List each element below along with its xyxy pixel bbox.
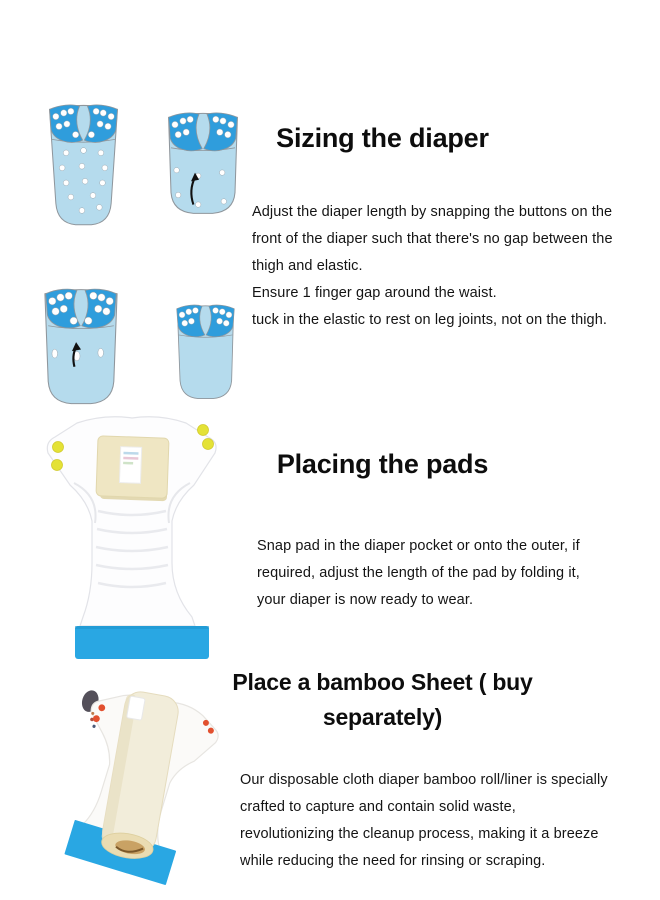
- pads-heading: Placing the pads: [276, 449, 489, 479]
- pads-body-line: your diaper is now ready to wear.: [257, 592, 474, 608]
- bamboo-body-line: revolutionizing the cleanup process, making it a breeze: [240, 826, 599, 842]
- bamboo-sheet-photo: [16, 690, 252, 895]
- sizing-body-line: Adjust the diaper length by snapping the buttons on the: [252, 204, 613, 220]
- sizing-body-line: tuck in the elastic to rest on leg joints, not on the thigh.: [252, 312, 608, 328]
- bamboo-body-line: Our disposable cloth diaper bamboo roll/liner is specially: [240, 772, 608, 788]
- bamboo-heading-line1: Place a bamboo Sheet ( buy: [232, 669, 533, 695]
- roll-label: [127, 696, 146, 720]
- diaper-smallest-illustration: [172, 300, 239, 402]
- diaper-medium-illustration: [40, 283, 122, 407]
- bamboo-heading-line2: separately): [322, 704, 443, 730]
- blue-waistband: [75, 626, 209, 659]
- pads-body: [257, 533, 580, 614]
- pads-body-line: required, adjust the length of the pad by folding it,: [257, 565, 580, 581]
- sizing-body-line: front of the diaper such that there's no gap between the: [252, 231, 613, 247]
- diaper-shortened-illustration: [163, 107, 243, 219]
- bamboo-heading: [230, 665, 535, 735]
- sizing-body: [252, 199, 613, 334]
- bamboo-body: [240, 767, 608, 875]
- sizing-body-line: Ensure 1 finger gap around the waist.: [252, 285, 497, 301]
- sizing-body-line: thigh and elastic.: [252, 258, 363, 274]
- pads-body-line: Snap pad in the diaper pocket or onto the outer, if: [257, 538, 580, 554]
- insert-pad: [96, 436, 169, 501]
- bamboo-body-line: while reducing the need for rinsing or scraping.: [240, 853, 546, 869]
- bamboo-body-line: crafted to capture and contain solid waste,: [240, 799, 516, 815]
- open-diaper-photo: [44, 413, 220, 661]
- diaper-full-length-illustration: [44, 99, 123, 228]
- sizing-heading: Sizing the diaper: [276, 123, 489, 153]
